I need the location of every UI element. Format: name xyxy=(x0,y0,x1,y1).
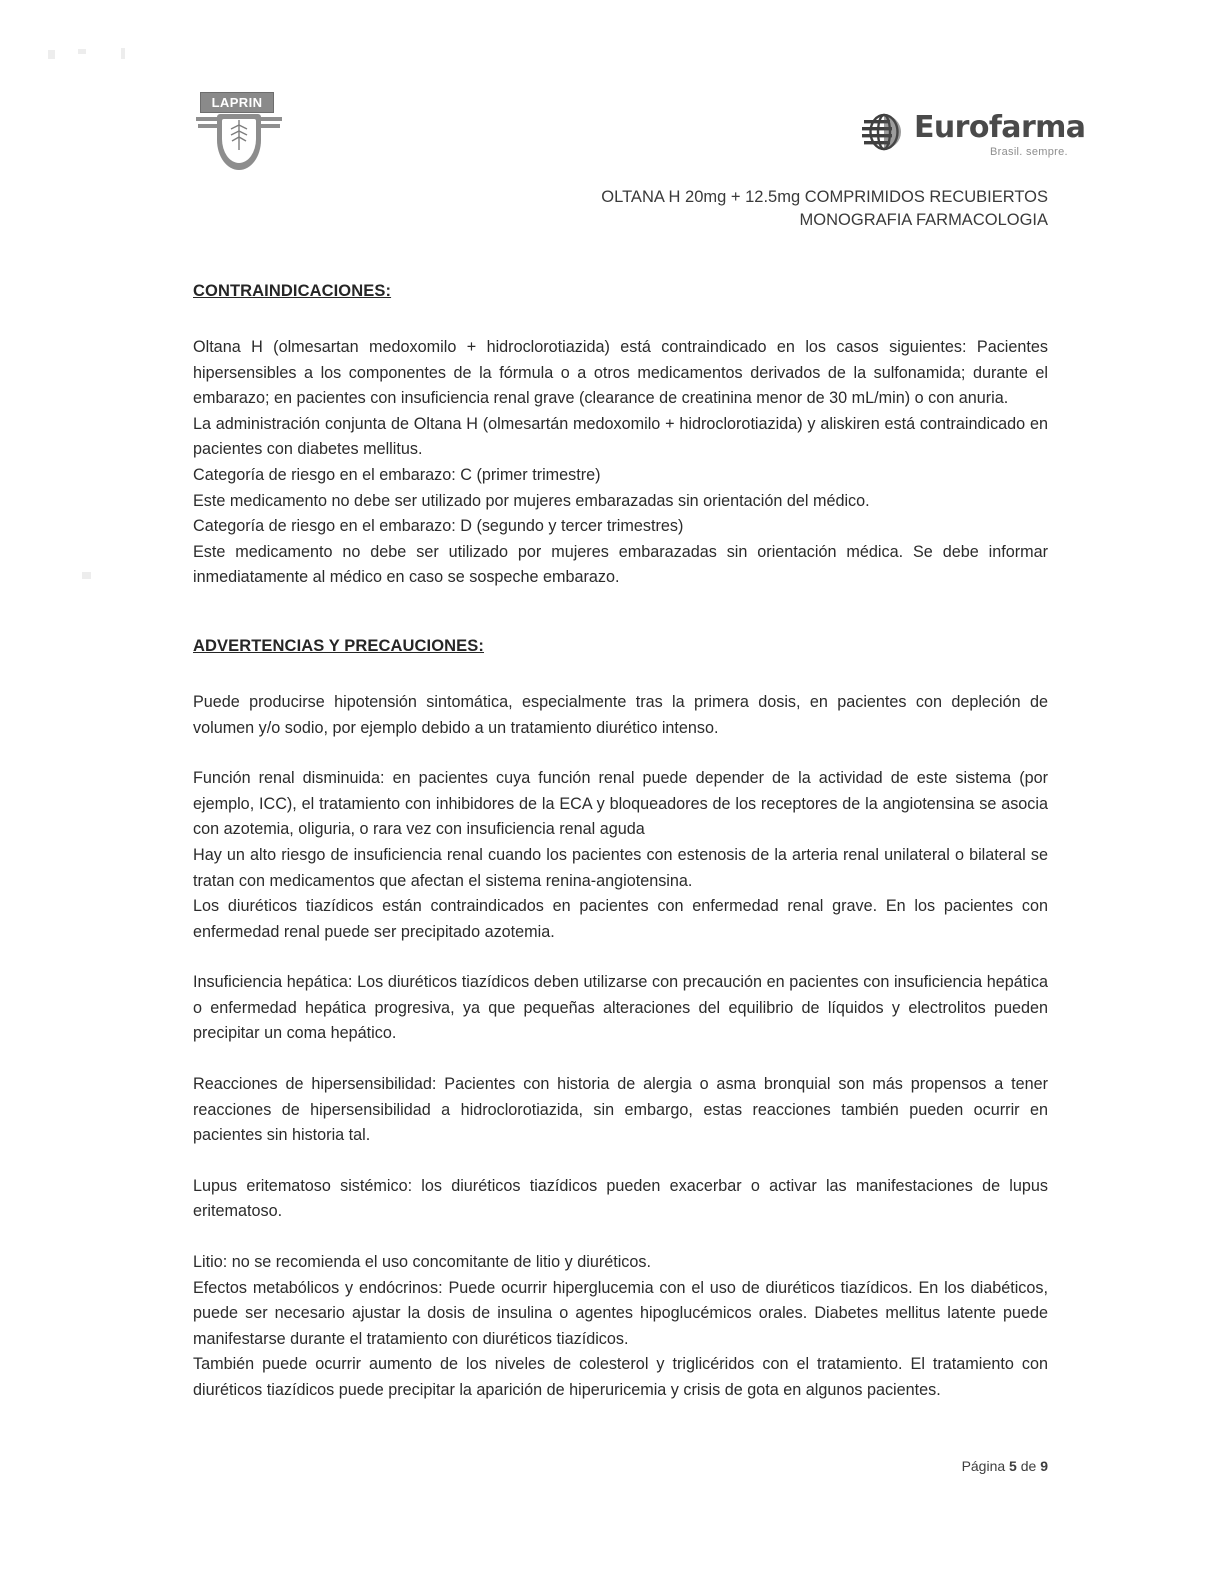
paragraph: Oltana H (olmesartan medoxomilo + hidroclorotiazida) está contraindicado en los casos siguientes: Pacientes hipersensibles a los componentes de la fórmula o a otros medicamentos derivados de la sulfonamida; durante el embarazo; en pacientes con insuficiencia renal grave (clearance de creatinina menor de 30 mL/min) o con anuria. xyxy=(193,338,1048,408)
eurofarma-tagline: Brasil. sempre. xyxy=(990,146,1068,158)
paragraph: Efectos metabólicos y endócrinos: Puede ocurrir hiperglucemia con el uso de diuréticos tiazídicos. En los diabéticos, puede ser necesario ajustar la dosis de insulina o agentes hipoglucémicos orales. Diabetes mellitus latente puede manifestarse durante el tratamiento con diuréticos tiazídicos. xyxy=(193,1278,1048,1348)
footer-current-page: 5 xyxy=(1009,1458,1017,1474)
laprin-logo-text: LAPRIN xyxy=(200,92,274,113)
paragraph: La administración conjunta de Oltana H (olmesartán medoxomilo + hidroclorotiazida) y aliskiren está contraindicado en pacientes con diabetes mellitus. xyxy=(193,414,1048,459)
paragraph: Hay un alto riesgo de insuficiencia renal cuando los pacientes con estenosis de la arteria renal unilateral o bilateral se tratan con medicamentos que afectan el sistema renina-angiotensina. xyxy=(193,845,1048,890)
document-title-block xyxy=(190,186,1048,232)
paragraph: Reacciones de hipersensibilidad: Pacientes con historia de alergia o asma bronquial son más propensos a tener reacciones de hipersensibilidad a hidroclorotiazida, sin embargo, estas reacciones también pueden ocurrir en pacientes sin historia tal. xyxy=(193,1075,1048,1145)
paragraph: Puede producirse hipotensión sintomática, especialmente tras la primera dosis, en pacientes con depleción de volumen y/o sodio, por ejemplo debido a un tratamiento diurético intenso. xyxy=(193,692,1048,737)
document-title-line-1: OLTANA H 20mg + 12.5mg COMPRIMIDOS RECUBIERTOS xyxy=(601,188,1048,206)
eurofarma-wordmark: Eurofarma xyxy=(914,110,1086,145)
page-footer xyxy=(190,1458,1048,1474)
wheat-icon xyxy=(226,118,252,152)
footer-middle: de xyxy=(1016,1458,1041,1474)
paragraph: Este medicamento no debe ser utilizado por mujeres embarazadas sin orientación del médico. xyxy=(193,491,870,510)
globe-icon xyxy=(862,110,906,154)
page-header xyxy=(0,0,1224,240)
scan-artifact xyxy=(82,572,91,579)
laprin-logo xyxy=(196,92,282,170)
paragraph: Función renal disminuida: en pacientes cuya función renal puede depender de la actividad de este sistema (por ejemplo, ICC), el tratamiento con inhibidores de la ECA y bloqueadores de los receptores de la angiotensina se asocia con azotemia, oliguria, o rara vez con insuficiencia renal aguda xyxy=(193,769,1048,839)
paragraph: Lupus eritematoso sistémico: los diuréticos tiazídicos pueden exacerbar o activar las manifestaciones de lupus eritematoso. xyxy=(193,1176,1048,1221)
paragraph: Categoría de riesgo en el embarazo: D (segundo y tercer trimestres) xyxy=(193,517,684,536)
footer-total-pages: 9 xyxy=(1040,1458,1048,1474)
section-heading-advertencias: ADVERTENCIAS Y PRECAUCIONES: xyxy=(193,636,484,655)
paragraph: Litio: no se recomienda el uso concomitante de litio y diuréticos. xyxy=(193,1253,651,1272)
paragraph: Categoría de riesgo en el embarazo: C (primer trimestre) xyxy=(193,465,601,484)
eurofarma-logo xyxy=(862,108,1086,164)
paragraph: Los diuréticos tiazídicos están contraindicados en pacientes con enfermedad renal grave. En los pacientes con enfermedad renal puede ser precipitado azotemia. xyxy=(193,897,1048,941)
paragraph: Insuficiencia hepática: Los diuréticos tiazídicos deben utilizarse con precaución en pacientes con insuficiencia hepática o enfermedad hepática progresiva, ya que pequeñas alteraciones del equilibrio de líquidos y electrolitos pueden precipitar un coma hepático. xyxy=(193,973,1048,1043)
paragraph: Este medicamento no debe ser utilizado por mujeres embarazadas sin orientación médica. Se debe informar inmediatamente al médico en caso se sospeche embarazo. xyxy=(193,542,1048,587)
footer-prefix: Página xyxy=(961,1458,1010,1474)
paragraph: También puede ocurrir aumento de los niveles de colesterol y triglicéridos con el tratamiento. El tratamiento con diuréticos tiazídicos puede precipitar la aparición de hiperuricemia y crisis de gota en algunos pacientes. xyxy=(193,1355,1048,1399)
document-title-line-2: MONOGRAFIA FARMACOLOGIA xyxy=(799,211,1048,229)
section-heading-contraindicaciones: CONTRAINDICACIONES: xyxy=(193,282,392,300)
document-body xyxy=(193,282,1048,1404)
